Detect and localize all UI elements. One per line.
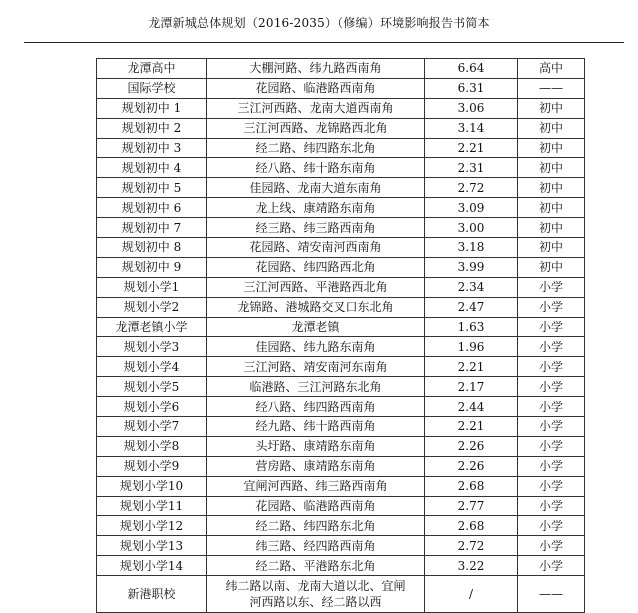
area-cell: 2.72 xyxy=(425,536,518,556)
area-cell: 2.26 xyxy=(425,436,518,456)
location-cell: 花园路、临港路西南角 xyxy=(207,78,425,98)
school-level-cell: 初中 xyxy=(518,238,585,258)
school-level-cell: 初中 xyxy=(518,218,585,238)
school-level-cell: 小学 xyxy=(518,456,585,476)
area-cell: 2.72 xyxy=(425,178,518,198)
location-line-1: 纬二路以南、龙南大道以北、宜闸 xyxy=(225,579,406,594)
school-level-cell: 小学 xyxy=(518,337,585,357)
school-name-cell: 规划小学11 xyxy=(97,496,207,516)
school-level-cell: 小学 xyxy=(518,436,585,456)
area-cell: 2.17 xyxy=(425,377,518,397)
school-name-cell: 规划小学5 xyxy=(97,377,207,397)
school-name-cell: 规划初中 7 xyxy=(97,218,207,238)
school-level-cell: —— xyxy=(518,78,585,98)
area-cell: 3.00 xyxy=(425,218,518,238)
school-name-cell: 规划小学1 xyxy=(97,277,207,297)
location-line-2: 河西路以东、经二路以西 xyxy=(249,595,382,610)
school-name-cell: 规划小学6 xyxy=(97,397,207,417)
table-row xyxy=(97,536,585,556)
table-row xyxy=(97,337,585,357)
location-cell: 龙上线、康靖路东南角 xyxy=(207,198,425,218)
table-row xyxy=(97,397,585,417)
table-row xyxy=(97,456,585,476)
location-cell: 经九路、纬十路西南角 xyxy=(207,417,425,437)
area-cell: 2.44 xyxy=(425,397,518,417)
location-cell: 花园路、临港路西南角 xyxy=(207,496,425,516)
location-cell: 大棚河路、纬九路西南角 xyxy=(207,59,425,79)
area-cell: 2.21 xyxy=(425,417,518,437)
area-cell: 3.14 xyxy=(425,118,518,138)
location-cell: 佳园路、龙南大道东南角 xyxy=(207,178,425,198)
school-level-cell: 小学 xyxy=(518,357,585,377)
table-row xyxy=(97,317,585,337)
area-cell: 2.68 xyxy=(425,516,518,536)
table-row-last xyxy=(97,576,585,613)
area-cell: / xyxy=(425,576,518,613)
school-level-cell: 初中 xyxy=(518,178,585,198)
area-cell: 2.47 xyxy=(425,297,518,317)
location-cell: 临港路、三江河路东北角 xyxy=(207,377,425,397)
school-level-cell: 小学 xyxy=(518,476,585,496)
location-cell: 经二路、纬四路东北角 xyxy=(207,138,425,158)
table-row xyxy=(97,476,585,496)
school-name-cell: 龙潭高中 xyxy=(97,59,207,79)
school-name-cell: 规划初中 6 xyxy=(97,198,207,218)
school-name-cell: 规划小学12 xyxy=(97,516,207,536)
school-name-cell: 规划初中 4 xyxy=(97,158,207,178)
location-cell: 佳园路、纬九路东南角 xyxy=(207,337,425,357)
school-planning-table xyxy=(96,58,585,613)
location-cell: 经三路、纬三路西南角 xyxy=(207,218,425,238)
table-row xyxy=(97,98,585,118)
table-row xyxy=(97,297,585,317)
table-row xyxy=(97,178,585,198)
area-cell: 2.31 xyxy=(425,158,518,178)
location-cell: 三江河路、靖安南河东南角 xyxy=(207,357,425,377)
location-cell: 三江河西路、龙锦路西北角 xyxy=(207,118,425,138)
area-cell: 6.31 xyxy=(425,78,518,98)
school-level-cell: 小学 xyxy=(518,277,585,297)
location-cell: 纬三路、经四路西南角 xyxy=(207,536,425,556)
area-cell: 2.21 xyxy=(425,138,518,158)
location-cell: 经八路、纬十路东南角 xyxy=(207,158,425,178)
school-level-cell: 初中 xyxy=(518,257,585,277)
location-cell: 三江河西路、龙南大道西南角 xyxy=(207,98,425,118)
school-name-cell: 规划小学4 xyxy=(97,357,207,377)
school-name-cell: 规划初中 1 xyxy=(97,98,207,118)
school-name-cell: 规划小学14 xyxy=(97,556,207,576)
document-header: 龙潭新城总体规划（2016-2035）（修编）环境影响报告书简本 xyxy=(148,16,490,30)
school-name-cell: 规划初中 2 xyxy=(97,118,207,138)
school-level-cell: 小学 xyxy=(518,536,585,556)
area-cell: 2.77 xyxy=(425,496,518,516)
school-level-cell: 初中 xyxy=(518,198,585,218)
school-level-cell: 小学 xyxy=(518,556,585,576)
area-cell: 2.21 xyxy=(425,357,518,377)
school-level-cell: 初中 xyxy=(518,118,585,138)
school-name-cell: 规划小学10 xyxy=(97,476,207,496)
area-cell: 3.06 xyxy=(425,98,518,118)
school-name-cell: 规划小学9 xyxy=(97,456,207,476)
school-name-cell: 规划初中 9 xyxy=(97,257,207,277)
area-cell: 2.68 xyxy=(425,476,518,496)
table-row xyxy=(97,496,585,516)
area-cell: 3.18 xyxy=(425,238,518,258)
school-level-cell: 小学 xyxy=(518,417,585,437)
school-level-cell: 小学 xyxy=(518,317,585,337)
table-row xyxy=(97,238,585,258)
school-level-cell: —— xyxy=(518,576,585,613)
school-name-cell: 国际学校 xyxy=(97,78,207,98)
school-name-cell: 规划小学8 xyxy=(97,436,207,456)
table-row xyxy=(97,257,585,277)
area-cell: 3.22 xyxy=(425,556,518,576)
school-name-cell: 规划小学7 xyxy=(97,417,207,437)
school-level-cell: 初中 xyxy=(518,98,585,118)
table-row xyxy=(97,59,585,79)
area-cell: 3.09 xyxy=(425,198,518,218)
table-row xyxy=(97,357,585,377)
location-cell: 经二路、平港路东北角 xyxy=(207,556,425,576)
area-cell: 1.96 xyxy=(425,337,518,357)
location-cell: 经八路、纬四路西南角 xyxy=(207,397,425,417)
table-row xyxy=(97,218,585,238)
school-name-cell: 规划小学3 xyxy=(97,337,207,357)
location-cell: 龙潭老镇 xyxy=(207,317,425,337)
table-row xyxy=(97,78,585,98)
school-level-cell: 初中 xyxy=(518,138,585,158)
table-row xyxy=(97,377,585,397)
school-name-cell: 规划小学13 xyxy=(97,536,207,556)
school-level-cell: 小学 xyxy=(518,397,585,417)
location-cell: 花园路、纬四路西北角 xyxy=(207,257,425,277)
header-divider xyxy=(24,42,624,43)
table-row xyxy=(97,516,585,536)
location-cell: 花园路、靖安南河西南角 xyxy=(207,238,425,258)
location-cell: 经二路、纬四路东北角 xyxy=(207,516,425,536)
school-level-cell: 初中 xyxy=(518,158,585,178)
area-cell: 1.63 xyxy=(425,317,518,337)
school-level-cell: 高中 xyxy=(518,59,585,79)
location-cell: 三江河西路、平港路西北角 xyxy=(207,277,425,297)
school-level-cell: 小学 xyxy=(518,297,585,317)
area-cell: 3.99 xyxy=(425,257,518,277)
school-name-cell: 新港职校 xyxy=(97,576,207,613)
school-level-cell: 小学 xyxy=(518,377,585,397)
location-cell xyxy=(207,576,425,613)
table-row xyxy=(97,198,585,218)
area-cell: 2.26 xyxy=(425,456,518,476)
location-cell: 龙锦路、港城路交叉口东北角 xyxy=(207,297,425,317)
table-body xyxy=(97,59,585,613)
school-name-cell: 规划初中 3 xyxy=(97,138,207,158)
school-name-cell: 规划初中 8 xyxy=(97,238,207,258)
location-cell: 头圩路、康靖路东南角 xyxy=(207,436,425,456)
table-row xyxy=(97,158,585,178)
table-row xyxy=(97,417,585,437)
area-cell: 2.34 xyxy=(425,277,518,297)
school-name-cell: 规划小学2 xyxy=(97,297,207,317)
table-row xyxy=(97,138,585,158)
location-cell: 营房路、康靖路东南角 xyxy=(207,456,425,476)
table-row xyxy=(97,118,585,138)
school-level-cell: 小学 xyxy=(518,516,585,536)
table-row xyxy=(97,556,585,576)
area-cell: 6.64 xyxy=(425,59,518,79)
location-cell: 宜闸河西路、纬三路西南角 xyxy=(207,476,425,496)
table-row xyxy=(97,436,585,456)
table-row xyxy=(97,277,585,297)
school-name-cell: 规划初中 5 xyxy=(97,178,207,198)
school-name-cell: 龙潭老镇小学 xyxy=(97,317,207,337)
school-level-cell: 小学 xyxy=(518,496,585,516)
